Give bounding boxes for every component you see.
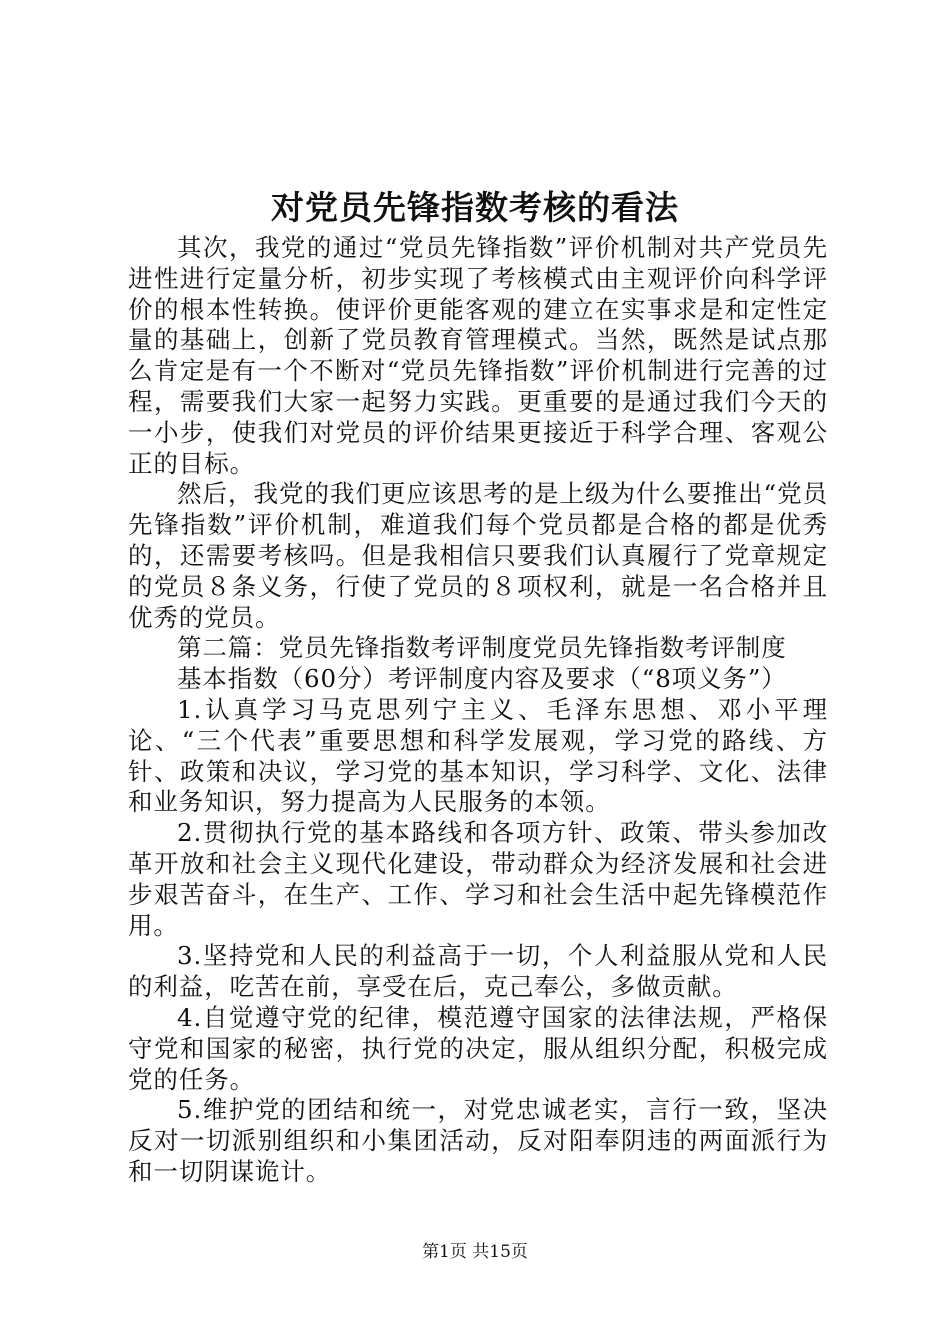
page-footer: 第1页 共15页	[422, 1242, 528, 1262]
document-title: 对党员先锋指数考核的看法	[271, 188, 679, 227]
duty-item-5: 5.维护党的团结和统一，对党忠诚老实，言行一致，坚决反对一切派别组织和小集团活动，反对阳奉阴违的两面派行为和一切阴谋诡计。	[128, 1095, 828, 1186]
section-heading: 第二篇：党员先锋指数考评制度党员先锋指数考评制度	[177, 633, 787, 663]
paragraph-1: 其次，我党的通过“党员先锋指数”评价机制对共产党员先进性进行定量分析，初步实现了考核模式由主观评价向科学评价的根本性转换。使评价更能客观的建立在实事求是和定性定量的基础上，创新了党员教育管理模式。当然，既然是试点那么肯定是有一个不断对“党员先锋指数”评价机制进行完善的过程，需要我们大家一起努力实践。更重要的是通过我们今天的一小步，使我们对党员的评价结果更接近于科学合理、客观公正的目标。	[128, 233, 828, 478]
duty-item-1: 1.认真学习马克思列宁主义、毛泽东思想、邓小平理论、“三个代表”重要思想和科学发展观，学习党的路线、方针、政策和决议，学习党的基本知识，学习科学、文化、法律和业务知识，努力提高为人民服务的本领。	[128, 694, 828, 817]
duty-item-3: 3.坚持党和人民的利益高于一切，个人利益服从党和人民的利益，吃苦在前，享受在后，克己奉公，多做贡献。	[128, 941, 828, 1002]
document-body	[128, 233, 828, 1188]
subsection-heading: 基本指数（60分）考评制度内容及要求（“8项义务”）	[177, 664, 787, 694]
paragraph-2: 然后，我党的我们更应该思考的是上级为什么要推出“党员先锋指数”评价机制，难道我们每个党员都是合格的都是优秀的，还需要考核吗。但是我相信只要我们认真履行了党章规定的党员８条义务，行使了党员的８项权利，就是一名合格并且优秀的党员。	[128, 479, 828, 632]
duty-item-4: 4.自觉遵守党的纪律，模范遵守国家的法律法规，严格保守党和国家的秘密，执行党的决定，服从组织分配，积极完成党的任务。	[128, 1002, 828, 1094]
duty-item-2: 2.贯彻执行党的基本路线和各项方针、政策、带头参加改革开放和社会主义现代化建设，带动群众为经济发展和社会进步艰苦奋斗，在生产、工作、学习和社会生活中起先锋模范作用。	[128, 818, 828, 940]
